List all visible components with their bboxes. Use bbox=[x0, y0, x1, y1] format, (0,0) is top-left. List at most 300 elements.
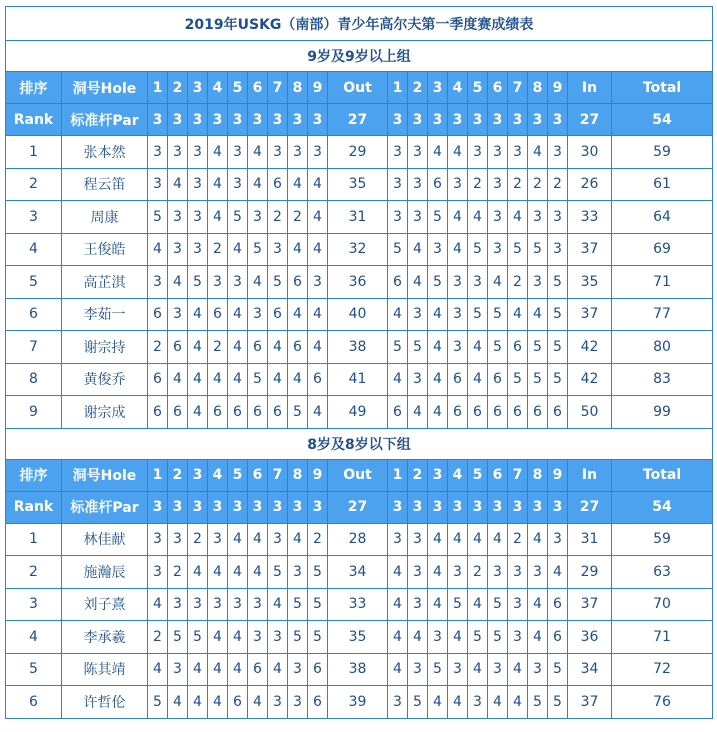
player-name: 陈其靖 bbox=[62, 653, 148, 686]
back-score: 5 bbox=[488, 331, 508, 364]
back-score: 2 bbox=[548, 168, 568, 201]
out-score: 35 bbox=[328, 621, 388, 654]
in-score: 37 bbox=[568, 298, 612, 331]
group-title-row bbox=[6, 428, 713, 459]
in-score: 36 bbox=[568, 621, 612, 654]
back-hole-number: 6 bbox=[488, 459, 508, 491]
front-par: 3 bbox=[208, 491, 228, 523]
back-score: 4 bbox=[388, 363, 408, 396]
rank-header: 排序 bbox=[6, 459, 62, 491]
out-header: Out bbox=[328, 459, 388, 491]
back-hole-number: 8 bbox=[528, 459, 548, 491]
table-row bbox=[6, 653, 713, 686]
front-score: 4 bbox=[288, 298, 308, 331]
player-name: 刘子熹 bbox=[62, 588, 148, 621]
back-score: 3 bbox=[388, 201, 408, 234]
back-par: 3 bbox=[488, 104, 508, 136]
front-score: 3 bbox=[188, 136, 208, 169]
total-score: 72 bbox=[612, 653, 713, 686]
back-par: 3 bbox=[428, 104, 448, 136]
front-score: 6 bbox=[268, 396, 288, 429]
front-score: 3 bbox=[208, 266, 228, 299]
front-hole-number: 4 bbox=[208, 72, 228, 104]
back-score: 4 bbox=[528, 298, 548, 331]
front-score: 4 bbox=[228, 523, 248, 556]
hole-header-row bbox=[6, 459, 713, 491]
front-hole-number: 5 bbox=[228, 72, 248, 104]
table-row bbox=[6, 201, 713, 234]
back-par: 3 bbox=[528, 491, 548, 523]
scorecard bbox=[5, 6, 712, 719]
back-score: 3 bbox=[488, 556, 508, 589]
back-score: 3 bbox=[488, 201, 508, 234]
player-rank: 6 bbox=[6, 298, 62, 331]
front-score: 4 bbox=[268, 363, 288, 396]
front-score: 3 bbox=[148, 168, 168, 201]
total-score: 99 bbox=[612, 396, 713, 429]
front-score: 4 bbox=[228, 621, 248, 654]
back-score: 4 bbox=[428, 396, 448, 429]
front-score: 4 bbox=[308, 168, 328, 201]
player-name: 李承羲 bbox=[62, 621, 148, 654]
front-score: 6 bbox=[268, 168, 288, 201]
back-score: 4 bbox=[468, 653, 488, 686]
player-rank: 3 bbox=[6, 588, 62, 621]
table-row bbox=[6, 523, 713, 556]
back-hole-number: 3 bbox=[428, 72, 448, 104]
front-score: 2 bbox=[188, 523, 208, 556]
back-score: 4 bbox=[468, 363, 488, 396]
front-score: 6 bbox=[308, 363, 328, 396]
front-score: 4 bbox=[288, 523, 308, 556]
back-score: 5 bbox=[528, 686, 548, 719]
back-score: 2 bbox=[508, 523, 528, 556]
front-par: 3 bbox=[228, 104, 248, 136]
front-par: 3 bbox=[308, 104, 328, 136]
back-score: 4 bbox=[468, 201, 488, 234]
front-score: 4 bbox=[188, 331, 208, 364]
in-score: 33 bbox=[568, 201, 612, 234]
table-row bbox=[6, 168, 713, 201]
back-score: 4 bbox=[468, 588, 488, 621]
back-hole-number: 7 bbox=[508, 72, 528, 104]
front-score: 6 bbox=[168, 331, 188, 364]
back-score: 5 bbox=[548, 686, 568, 719]
front-score: 5 bbox=[308, 556, 328, 589]
par-label: 标准杆Par bbox=[62, 104, 148, 136]
back-score: 5 bbox=[528, 233, 548, 266]
front-hole-number: 2 bbox=[168, 459, 188, 491]
front-score: 3 bbox=[268, 621, 288, 654]
back-score: 5 bbox=[408, 686, 428, 719]
front-hole-number: 6 bbox=[248, 72, 268, 104]
back-score: 5 bbox=[428, 201, 448, 234]
front-score: 3 bbox=[268, 523, 288, 556]
front-score: 4 bbox=[288, 363, 308, 396]
back-score: 3 bbox=[468, 266, 488, 299]
total-score: 64 bbox=[612, 201, 713, 234]
front-par: 3 bbox=[208, 104, 228, 136]
back-score: 4 bbox=[448, 523, 468, 556]
front-score: 3 bbox=[248, 298, 268, 331]
front-score: 6 bbox=[288, 266, 308, 299]
front-score: 4 bbox=[148, 233, 168, 266]
player-rank: 1 bbox=[6, 523, 62, 556]
back-score: 4 bbox=[428, 523, 448, 556]
back-score: 4 bbox=[428, 686, 448, 719]
back-hole-number: 9 bbox=[548, 72, 568, 104]
front-score: 3 bbox=[248, 588, 268, 621]
out-score: 40 bbox=[328, 298, 388, 331]
back-score: 3 bbox=[548, 201, 568, 234]
front-score: 5 bbox=[228, 201, 248, 234]
in-score: 50 bbox=[568, 396, 612, 429]
out-score: 49 bbox=[328, 396, 388, 429]
front-score: 6 bbox=[228, 686, 248, 719]
front-par: 3 bbox=[148, 104, 168, 136]
player-rank: 7 bbox=[6, 331, 62, 364]
front-score: 3 bbox=[168, 588, 188, 621]
out-score: 28 bbox=[328, 523, 388, 556]
table-row bbox=[6, 298, 713, 331]
front-score: 5 bbox=[288, 588, 308, 621]
front-score: 3 bbox=[188, 168, 208, 201]
back-par: 3 bbox=[408, 491, 428, 523]
back-hole-number: 2 bbox=[408, 459, 428, 491]
page-title: 2019年USKG（南部）青少年高尔夫第一季度赛成绩表 bbox=[6, 7, 713, 41]
player-rank: 2 bbox=[6, 556, 62, 589]
front-score: 4 bbox=[268, 331, 288, 364]
out-score: 39 bbox=[328, 686, 388, 719]
total-header: Total bbox=[612, 72, 713, 104]
front-score: 6 bbox=[208, 298, 228, 331]
back-score: 3 bbox=[408, 523, 428, 556]
back-score: 5 bbox=[488, 298, 508, 331]
front-score: 3 bbox=[248, 621, 268, 654]
player-rank: 8 bbox=[6, 363, 62, 396]
front-score: 4 bbox=[208, 136, 228, 169]
back-score: 4 bbox=[468, 523, 488, 556]
front-score: 3 bbox=[308, 266, 328, 299]
front-score: 4 bbox=[148, 653, 168, 686]
back-score: 3 bbox=[508, 556, 528, 589]
player-rank: 3 bbox=[6, 201, 62, 234]
front-score: 6 bbox=[148, 396, 168, 429]
front-par: 3 bbox=[168, 491, 188, 523]
back-score: 3 bbox=[488, 233, 508, 266]
back-score: 4 bbox=[488, 686, 508, 719]
back-score: 4 bbox=[508, 201, 528, 234]
front-score: 4 bbox=[208, 201, 228, 234]
total-par: 54 bbox=[612, 491, 713, 523]
back-score: 6 bbox=[548, 621, 568, 654]
back-par: 3 bbox=[508, 104, 528, 136]
back-score: 4 bbox=[428, 136, 448, 169]
front-score: 4 bbox=[268, 653, 288, 686]
front-score: 3 bbox=[168, 233, 188, 266]
back-score: 6 bbox=[448, 363, 468, 396]
front-score: 5 bbox=[308, 588, 328, 621]
front-score: 2 bbox=[148, 331, 168, 364]
back-score: 3 bbox=[528, 556, 548, 589]
out-par: 27 bbox=[328, 104, 388, 136]
front-score: 5 bbox=[288, 621, 308, 654]
back-score: 3 bbox=[408, 556, 428, 589]
front-score: 4 bbox=[308, 396, 328, 429]
in-header: In bbox=[568, 459, 612, 491]
front-score: 4 bbox=[308, 233, 328, 266]
back-score: 5 bbox=[388, 233, 408, 266]
back-score: 5 bbox=[448, 588, 468, 621]
hole-header-row bbox=[6, 72, 713, 104]
front-score: 4 bbox=[188, 653, 208, 686]
back-score: 4 bbox=[388, 621, 408, 654]
front-hole-number: 6 bbox=[248, 459, 268, 491]
back-par: 3 bbox=[428, 491, 448, 523]
back-par: 3 bbox=[548, 491, 568, 523]
back-score: 5 bbox=[468, 233, 488, 266]
front-score: 3 bbox=[148, 136, 168, 169]
front-score: 2 bbox=[148, 621, 168, 654]
player-name: 张本然 bbox=[62, 136, 148, 169]
front-score: 4 bbox=[188, 556, 208, 589]
back-par: 3 bbox=[508, 491, 528, 523]
back-score: 4 bbox=[528, 523, 548, 556]
back-score: 4 bbox=[408, 621, 428, 654]
back-score: 3 bbox=[408, 298, 428, 331]
back-score: 4 bbox=[428, 331, 448, 364]
front-score: 3 bbox=[268, 233, 288, 266]
back-score: 5 bbox=[488, 621, 508, 654]
in-score: 31 bbox=[568, 523, 612, 556]
back-score: 4 bbox=[448, 201, 468, 234]
front-score: 4 bbox=[268, 588, 288, 621]
back-score: 5 bbox=[548, 653, 568, 686]
back-score: 6 bbox=[448, 396, 468, 429]
front-score: 6 bbox=[308, 686, 328, 719]
back-score: 3 bbox=[408, 588, 428, 621]
back-score: 5 bbox=[488, 588, 508, 621]
front-score: 4 bbox=[208, 653, 228, 686]
back-score: 5 bbox=[408, 331, 428, 364]
back-score: 3 bbox=[408, 653, 428, 686]
out-score: 38 bbox=[328, 331, 388, 364]
back-hole-number: 1 bbox=[388, 72, 408, 104]
back-score: 4 bbox=[408, 396, 428, 429]
front-score: 2 bbox=[288, 201, 308, 234]
back-score: 4 bbox=[408, 266, 428, 299]
front-score: 3 bbox=[208, 523, 228, 556]
front-score: 4 bbox=[308, 331, 328, 364]
player-name: 高芷淇 bbox=[62, 266, 148, 299]
out-score: 33 bbox=[328, 588, 388, 621]
in-score: 37 bbox=[568, 233, 612, 266]
player-name: 程云笛 bbox=[62, 168, 148, 201]
back-score: 3 bbox=[448, 168, 468, 201]
front-hole-number: 5 bbox=[228, 459, 248, 491]
front-score: 4 bbox=[308, 298, 328, 331]
player-rank: 6 bbox=[6, 686, 62, 719]
front-hole-number: 7 bbox=[268, 72, 288, 104]
out-score: 31 bbox=[328, 201, 388, 234]
front-score: 2 bbox=[268, 201, 288, 234]
back-score: 3 bbox=[488, 653, 508, 686]
front-score: 3 bbox=[188, 588, 208, 621]
back-score: 4 bbox=[388, 556, 408, 589]
front-score: 4 bbox=[208, 686, 228, 719]
back-score: 4 bbox=[388, 298, 408, 331]
player-rank: 5 bbox=[6, 266, 62, 299]
front-score: 4 bbox=[288, 168, 308, 201]
front-score: 6 bbox=[248, 331, 268, 364]
front-hole-number: 4 bbox=[208, 459, 228, 491]
hole-header: 洞号Hole bbox=[62, 459, 148, 491]
player-rank: 1 bbox=[6, 136, 62, 169]
back-score: 4 bbox=[508, 686, 528, 719]
back-score: 3 bbox=[448, 298, 468, 331]
table-row bbox=[6, 233, 713, 266]
group-title-row bbox=[6, 41, 713, 72]
in-par: 27 bbox=[568, 491, 612, 523]
back-score: 6 bbox=[428, 168, 448, 201]
front-score: 5 bbox=[248, 363, 268, 396]
back-par: 3 bbox=[528, 104, 548, 136]
front-score: 3 bbox=[268, 686, 288, 719]
front-hole-number: 9 bbox=[308, 459, 328, 491]
total-score: 71 bbox=[612, 266, 713, 299]
table-row bbox=[6, 588, 713, 621]
front-score: 4 bbox=[248, 523, 268, 556]
player-name: 许哲伦 bbox=[62, 686, 148, 719]
front-score: 5 bbox=[148, 201, 168, 234]
front-par: 3 bbox=[228, 491, 248, 523]
out-score: 34 bbox=[328, 556, 388, 589]
back-score: 4 bbox=[428, 556, 448, 589]
in-score: 35 bbox=[568, 266, 612, 299]
front-score: 4 bbox=[188, 363, 208, 396]
front-score: 5 bbox=[188, 266, 208, 299]
front-score: 3 bbox=[168, 136, 188, 169]
player-name: 王俊皓 bbox=[62, 233, 148, 266]
front-score: 4 bbox=[228, 556, 248, 589]
back-score: 5 bbox=[388, 331, 408, 364]
front-score: 3 bbox=[228, 168, 248, 201]
front-score: 4 bbox=[188, 686, 208, 719]
back-score: 6 bbox=[508, 396, 528, 429]
back-hole-number: 5 bbox=[468, 72, 488, 104]
back-score: 6 bbox=[468, 396, 488, 429]
front-par: 3 bbox=[188, 491, 208, 523]
front-score: 3 bbox=[248, 201, 268, 234]
player-rank: 4 bbox=[6, 233, 62, 266]
back-hole-number: 2 bbox=[408, 72, 428, 104]
front-score: 3 bbox=[288, 136, 308, 169]
front-hole-number: 9 bbox=[308, 72, 328, 104]
back-score: 6 bbox=[488, 363, 508, 396]
front-score: 4 bbox=[228, 298, 248, 331]
front-score: 6 bbox=[228, 396, 248, 429]
front-score: 4 bbox=[208, 168, 228, 201]
back-score: 3 bbox=[528, 266, 548, 299]
total-score: 63 bbox=[612, 556, 713, 589]
back-score: 5 bbox=[548, 266, 568, 299]
back-score: 6 bbox=[548, 396, 568, 429]
back-par: 3 bbox=[468, 104, 488, 136]
front-score: 3 bbox=[148, 523, 168, 556]
back-par: 3 bbox=[548, 104, 568, 136]
back-score: 3 bbox=[468, 686, 488, 719]
front-score: 6 bbox=[248, 653, 268, 686]
back-score: 6 bbox=[508, 331, 528, 364]
total-score: 71 bbox=[612, 621, 713, 654]
par-row bbox=[6, 104, 713, 136]
back-score: 3 bbox=[388, 168, 408, 201]
hole-header: 洞号Hole bbox=[62, 72, 148, 104]
back-score: 5 bbox=[428, 653, 448, 686]
front-score: 4 bbox=[308, 201, 328, 234]
front-score: 4 bbox=[228, 363, 248, 396]
front-score: 3 bbox=[228, 588, 248, 621]
front-score: 4 bbox=[248, 266, 268, 299]
player-name: 周康 bbox=[62, 201, 148, 234]
front-par: 3 bbox=[308, 491, 328, 523]
front-score: 4 bbox=[188, 298, 208, 331]
front-score: 4 bbox=[248, 556, 268, 589]
back-score: 4 bbox=[428, 588, 448, 621]
back-score: 2 bbox=[468, 556, 488, 589]
back-score: 6 bbox=[528, 396, 548, 429]
front-hole-number: 8 bbox=[288, 72, 308, 104]
par-label: 标准杆Par bbox=[62, 491, 148, 523]
front-score: 3 bbox=[308, 136, 328, 169]
player-rank: 4 bbox=[6, 621, 62, 654]
front-score: 4 bbox=[288, 233, 308, 266]
back-hole-number: 1 bbox=[388, 459, 408, 491]
total-score: 76 bbox=[612, 686, 713, 719]
front-par: 3 bbox=[168, 104, 188, 136]
total-par: 54 bbox=[612, 104, 713, 136]
table-row bbox=[6, 136, 713, 169]
back-score: 4 bbox=[548, 556, 568, 589]
out-score: 32 bbox=[328, 233, 388, 266]
front-score: 4 bbox=[148, 588, 168, 621]
back-score: 4 bbox=[388, 653, 408, 686]
total-score: 69 bbox=[612, 233, 713, 266]
front-score: 4 bbox=[208, 363, 228, 396]
group-title: 8岁及8岁以下组 bbox=[6, 428, 713, 459]
back-score: 3 bbox=[448, 653, 468, 686]
back-score: 3 bbox=[548, 136, 568, 169]
out-score: 38 bbox=[328, 653, 388, 686]
total-score: 77 bbox=[612, 298, 713, 331]
back-score: 3 bbox=[508, 136, 528, 169]
in-score: 26 bbox=[568, 168, 612, 201]
table-row bbox=[6, 363, 713, 396]
front-score: 3 bbox=[168, 298, 188, 331]
out-score: 29 bbox=[328, 136, 388, 169]
back-par: 3 bbox=[448, 491, 468, 523]
front-score: 3 bbox=[288, 686, 308, 719]
front-score: 5 bbox=[268, 556, 288, 589]
front-score: 2 bbox=[208, 331, 228, 364]
back-score: 3 bbox=[528, 653, 548, 686]
front-score: 5 bbox=[308, 621, 328, 654]
back-score: 3 bbox=[388, 136, 408, 169]
back-hole-number: 3 bbox=[428, 459, 448, 491]
back-score: 3 bbox=[408, 136, 428, 169]
group-title: 9岁及9岁以上组 bbox=[6, 41, 713, 72]
back-score: 6 bbox=[548, 588, 568, 621]
